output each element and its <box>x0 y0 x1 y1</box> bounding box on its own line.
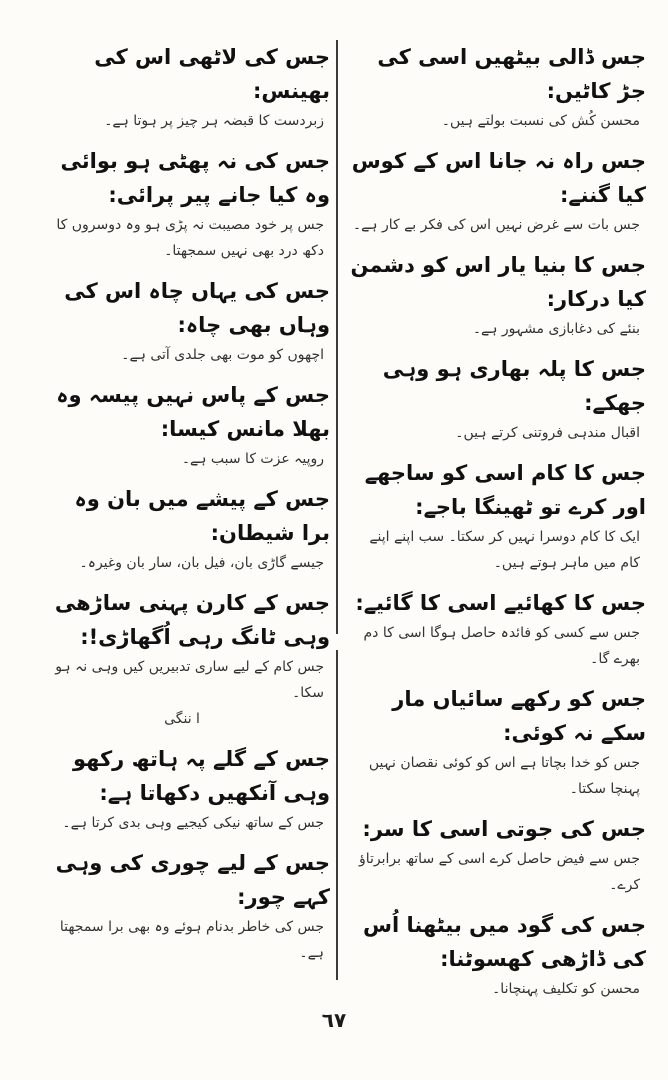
proverb-entry <box>346 812 646 898</box>
proverb-meaning: محسن کُش کی نسبت بولتے ہیں۔ <box>441 113 640 129</box>
proverb-entry <box>40 742 330 836</box>
proverb-entry <box>40 274 330 368</box>
column-divider-gap <box>336 634 338 650</box>
proverb-entry <box>346 456 646 576</box>
proverb-meaning: روپیہ عزت کا سبب ہے۔ <box>181 451 324 467</box>
proverb-meaning: جس سے کسی کو فائدہ حاصل ہوگا اسی کا دم بھرے گا۔ <box>363 625 640 667</box>
proverb-heading: جس کی لاٹھی اس کی بھینس: <box>94 45 330 103</box>
proverb-entry <box>346 352 646 446</box>
proverb-meaning: اقبال مندہی فروتنی کرتے ہیں۔ <box>455 425 640 441</box>
left-column <box>40 40 330 980</box>
proverb-entry <box>346 908 646 1002</box>
column-divider <box>336 40 338 980</box>
proverb-meaning: جس پر خود مصیبت نہ پڑی ہو وہ دوسروں کا دکھ درد بھی نہیں سمجھتا۔ <box>56 217 324 259</box>
proverb-entry <box>40 846 330 966</box>
proverb-meaning: جس کو خدا بچاتا ہے اس کو کوئی نقصان نہیں پہنچا سکتا۔ <box>368 755 640 797</box>
proverb-meaning: بنئے کی دغابازی مشہور ہے۔ <box>472 321 640 337</box>
proverb-heading: جس کی گود میں بیٹھنا اُس کی ڈاڑھی کھسوٹنا: <box>363 913 646 971</box>
proverb-entry <box>40 378 330 472</box>
page-number: ٦٧ <box>321 1008 347 1032</box>
proverb-meaning: اچھوں کو موت بھی جلدی آتی ہے۔ <box>121 347 324 363</box>
proverb-entry <box>40 144 330 264</box>
footnote-note: ا ننگی <box>164 711 200 727</box>
right-column <box>346 40 646 997</box>
proverb-heading: جس راہ نہ جانا اس کے کوس کیا گننے: <box>351 149 646 207</box>
proverb-meaning: جس کی خاطر بدنام ہوئے وہ بھی برا سمجھتا ہے۔ <box>59 919 324 961</box>
proverb-heading: جس کا پلہ بھاری ہو وہی جھکے: <box>382 357 646 415</box>
proverb-meaning: جس کام کے لیے ساری تدبیریں کیں وہی نہ ہو سکا۔ <box>55 659 324 701</box>
proverb-entry <box>40 40 330 134</box>
proverb-meaning: جس کے ساتھ نیکی کیجیے وہی بدی کرتا ہے۔ <box>62 815 324 831</box>
proverb-heading: جس کی نہ پھٹی ہو بوائی وہ کیا جانے پیر پرائی: <box>60 149 330 207</box>
proverb-meaning: جیسے گاڑی بان، فیل بان، سار بان وغیرہ۔ <box>79 555 324 571</box>
proverb-entry <box>40 586 330 732</box>
proverb-heading: جس ڈالی بیٹھیں اسی کی جڑ کاٹیں: <box>377 45 646 103</box>
proverb-entry <box>346 248 646 342</box>
proverb-meaning: ایک کا کام دوسرا نہیں کر سکتا۔ سب اپنے اپنے کام میں ماہر ہوتے ہیں۔ <box>369 529 640 571</box>
proverb-heading: جس کا کھائیے اسی کا گائیے: <box>355 591 646 615</box>
proverb-heading: جس کی جوتی اسی کا سر: <box>362 817 646 841</box>
proverb-entry <box>346 40 646 134</box>
proverb-entry <box>346 586 646 672</box>
proverb-entry <box>40 482 330 576</box>
proverb-heading: جس کے کارن پہنی ساڑھی وہی ٹانگ رہی اُگھاڑی!: <box>54 591 330 649</box>
proverb-meaning: محسن کو تکلیف پہنچانا۔ <box>492 981 640 997</box>
proverb-entry <box>346 144 646 238</box>
proverb-heading: جس کے پیشے میں بان وہ برا شیطان: <box>74 487 330 545</box>
proverb-heading: جس کی یہاں چاہ اس کی وہاں بھی چاہ: <box>64 279 330 337</box>
proverb-entry <box>346 682 646 802</box>
proverb-heading: جس کے گلے پہ ہاتھ رکھو وہی آنکھیں دکھاتا ہے: <box>72 747 330 805</box>
proverb-meaning: جس بات سے غرض نہیں اس کی فکر بے کار ہے۔ <box>352 217 640 233</box>
proverb-meaning: جس سے فیض حاصل کرے اسی کے ساتھ برابرتاؤ کرے۔ <box>358 851 640 893</box>
proverb-heading: جس کے لیے چوری کی وہی کہے چور: <box>55 851 330 909</box>
proverb-heading: جس کے پاس نہیں پیسہ وہ بھلا مانس کیسا: <box>56 383 330 441</box>
proverb-heading: جس کا بنیا یار اس کو دشمن کیا درکار: <box>350 253 646 311</box>
proverb-meaning: زبردست کا قبضہ ہر چیز پر ہوتا ہے۔ <box>104 113 324 129</box>
proverb-heading: جس کا کام اسی کو ساجھے اور کرے تو ٹھینگا باجے: <box>364 461 646 519</box>
proverb-heading: جس کو رکھے سائیاں مار سکے نہ کوئی: <box>392 687 646 745</box>
